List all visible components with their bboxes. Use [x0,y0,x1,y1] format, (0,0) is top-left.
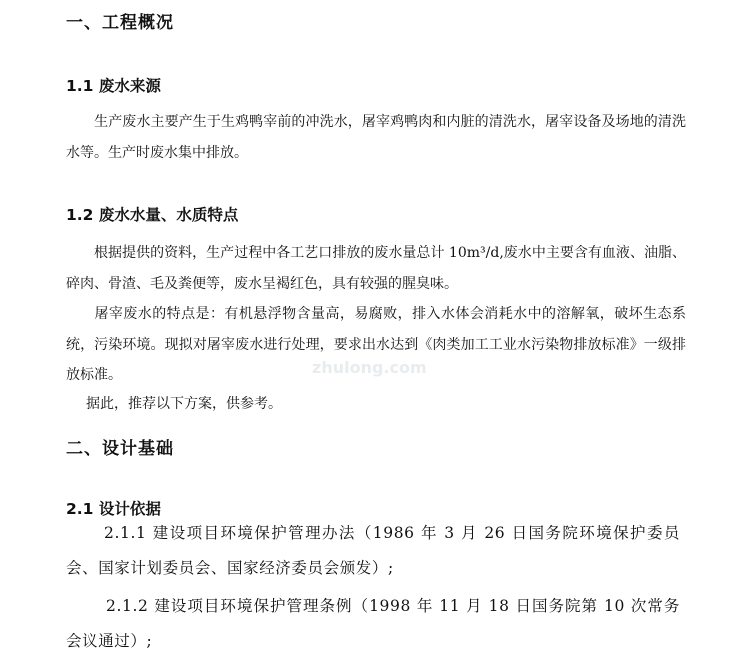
section-1-heading: 一、工程概况 [66,13,174,33]
section-1-2-paragraph-2 [66,299,686,391]
section-1-1-heading: 1.1 废水来源 [66,77,161,95]
reference-item-2-text: 2.1.2 建设项目环境保护管理条例（1998 年 11 月 18 日国务院第 10 次常务会议通过）; [66,597,680,650]
watermark-text: zhulong.com [312,358,427,377]
section-1-1-paragraph [66,107,686,168]
reference-item-1 [66,516,680,586]
section-1-2-text-2: 屠宰废水的特点是：有机悬浮物含量高，易腐败，排入水体会消耗水中的溶解氧，破坏生态系统，污染环境。现拟对屠宰废水进行处理，要求出水达到《肉类加工工业水污染物排放标准》一级排放标准。 [66,306,686,383]
section-2-1-heading: 2.1 设计依据 [66,500,161,518]
section-1-2-paragraph-1 [66,238,686,299]
section-1-2-text-1: 根据提供的资料，生产过程中各工艺口排放的废水量总计 10m³/d,废水中主要含有血液、油脂、碎肉、骨渣、毛及粪便等，废水呈褐红色，具有较强的腥臭味。 [66,245,686,292]
section-1-2-heading: 1.2 废水水量、水质特点 [66,206,239,224]
section-2-heading: 二、设计基础 [66,439,174,459]
section-1-2-text-3: 据此，推荐以下方案，供参考。 [86,396,282,412]
reference-item-1-text: 2.1.1 建设项目环境保护管理办法（1986 年 3 月 26 日国务院环境保护委员会、国家计划委员会、国家经济委员会颁发）; [66,524,680,577]
section-1-1-text: 生产废水主要产生于生鸡鸭宰前的冲洗水，屠宰鸡鸭肉和内脏的清洗水，屠宰设备及场地的清洗水等。生产时废水集中排放。 [66,114,686,161]
reference-item-2 [66,589,680,659]
